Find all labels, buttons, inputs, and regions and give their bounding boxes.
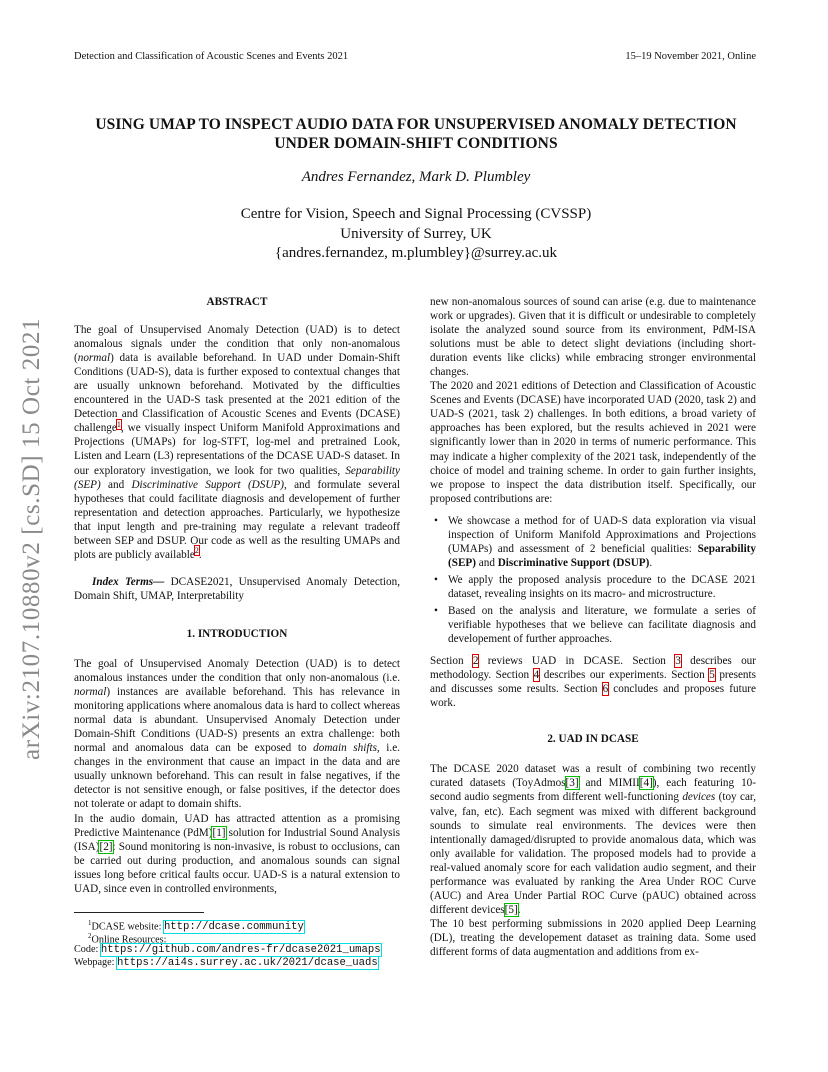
title-line-2: UNDER DOMAIN-SHIFT CONDITIONS [274,135,558,152]
list-item: • We showcase a method for of UAD-S data exploration via visual inspection of Uniform Manifold Approximations and Projections (UMAPs) and assessment of 2 beneficial qualities: Separability (SEP) and Discriminative Support (DSUP). [448,514,756,570]
citation-2[interactable]: [2] [99,840,113,853]
authors: Andres Fernandez, Mark D. Plumbley [301,169,531,185]
footnote-code: Code: https://github.com/andres-fr/dcase2021_umaps [74,944,381,956]
section-overview: Section 2 reviews UAD in DCASE. Section 3 describes our methodology. Section 4 describes our experiments. Section 5 presents and discusses some results. Section 6 concludes and proposes future work. [430,655,757,710]
intro-paragraph-2: In the audio domain, UAD has attracted attention as a promising Predictive Maintenance (PdM)[1] solution for Industrial Sound Analysis (ISA)[2]: Sound monitoring is non-invasive, is robust to occlusions, can be carried out during production, and anomalous sounds can signal issues long before critical faults occur. UAD-S is a natural extension to UAD, since even in controlled environments, [74,812,400,895]
footnote-1-link[interactable]: 1 [116,419,121,429]
citation-1[interactable]: [1] [212,826,226,839]
ref-section-6[interactable]: 6 [602,683,609,696]
citation-5[interactable]: [5] [504,903,518,916]
footnote-rule [74,912,204,913]
citation-4[interactable]: [4] [639,777,653,790]
abstract-paragraph: The goal of Unsupervised Anomaly Detection (UAD) is to detect anomalous signals under the condition that only non-anomalous (normal) data is available beforehand. In UAD under Domain-Shift Conditions (UAD-S), data is further exposed to contextual changes that are usually unknown beforehand. Motivated by the difficulties encountered in the UAD-S task presented at the 2021 edition of the Detection and Classification of Acoustic Scenes and Events (DCASE) challenge$^1$, we visually inspect Uniform Manifold Approximations and Projections (UMAPs) for log-STFT, log-mel and pretrained Look, Listen and Learn (L3) representations of the DCASE UAD-S dataset. In our exploratory investigation, we look for two qualities, Separability (SEP) and Discriminative Support (DSUP), and formulate several hypotheses that could facilitate diagnosis and developement of further representation and detection approaches. Particularly, we hypothesize that input length and pre-training may regulate a relevant tradeoff between SEP and DSUP. Our code as well as the resulting UMAPs and plots are publicly available$^2$. [74,324,400,561]
running-header-right: 15–19 November 2021, Online [625,51,756,62]
section-1-heading: 1. INTRODUCTION [186,627,288,640]
right-paragraph-2: The 2020 and 2021 editions of Detection and Classification of Acoustic Scenes and Events (DCASE) have incorporated UAD (2020, task 2) and UAD-S (2021, task 2) challenges. In both editions, a broad variety of approaches has been explored, but the results achieved in 2021 were significantly lower than in 2020 in terms of numeric performance. This may indicate a higher complexity of the 2021 task, independently of the choice of model and training scheme. In order to gain further insights, we propose to inspect the data distribution itself. Specifically, our proposed contributions are: [430,380,756,505]
affiliation-line-2: University of Surrey, UK [340,225,492,242]
list-item: • We apply the proposed analysis procedure to the DCASE 2021 dataset, revealing insights on its macro- and microstructure. [448,573,756,601]
affiliation-line-1: Centre for Vision, Speech and Signal Processing (CVSSP) [240,206,592,222]
ref-section-3[interactable]: 3 [675,655,681,668]
ref-section-5[interactable]: 5 [709,669,715,682]
paper-title [60,115,772,153]
arxiv-id: arXiv:2107.10880v2 [cs.SD] 15 Oct 2021 [18,317,45,760]
affiliation [60,205,772,264]
list-item: • Based on the analysis and literature, we formulate a series of verifiable hypotheses that we believe can facilitate diagnosis and developement of further approaches. [448,604,756,646]
footnote-webpage: Webpage: https://ai4s.surrey.ac.uk/2021/dcase_uads [74,957,378,969]
webpage-link[interactable]: https://ai4s.surrey.ac.uk/2021/dcase_uads [117,957,378,969]
ref-section-2[interactable]: 2 [472,655,479,668]
title-line-1: USING UMAP TO INSPECT AUDIO DATA FOR UNSUPERVISED ANOMALY DETECTION [95,116,737,133]
ref-section-4[interactable]: 4 [533,669,540,682]
right-paragraph-1: new non-anomalous sources of sound can arise (e.g. due to maintenance work or upgrades). Given that it is difficult or undesirable to completely isolate the analyzed sound source from its environment, PdM-ISA solutions must be able to detect slight deviations (including short-duration events like clicks) while embracing stronger environmental changes. [430,296,756,379]
contributions-list [430,514,756,646]
code-link[interactable]: https://github.com/andres-fr/dcase2021_umaps [100,944,381,956]
affiliation-emails: {andres.fernandez, m.plumbley}@surrey.ac.uk [274,245,558,261]
citation-3[interactable]: [3] [565,777,579,790]
footnote-1: $^1$DCASE website: http://dcase.community [88,919,304,934]
left-column [74,295,400,896]
dcase-website-link[interactable]: http://dcase.community [163,921,304,934]
section-2-paragraph-1: The DCASE 2020 dataset was a result of combining two recently curated datasets (ToyAdmos[3] and MIMII[4]), each featuring 10-second audio segments from different well-functioning devices (toy car, valve, fan, etc). Each segment was mixed with different background sounds to simulate real environments. The devices were then intentionally damaged/disrupted to provide anomalous data, which was only available for validation. The proposed models had to provide a real-valued anomaly score for each validation audio segment, and their performance was evaluated by ranking the Area Under ROC Curve (AUC) and Area Under Partial ROC Curve (pAUC) obtained across different devices[5]. [430,763,756,916]
intro-paragraph-1: The goal of Unsupervised Anomaly Detection (UAD) is to detect anomalous instances under the condition that only non-anomalous (i.e. normal) instances are available beforehand. This has relevance in monitoring applications where anomalous data is hard to collect whereas normal data is abundant. Unsupervised Anomaly Detection under Domain-Shift Conditions (UAD-S) presents an extra challenge: both normal and anomalous data can be exposed to domain shifts, i.e. changes in the environment that cause an impact in the data and are usually unknown beforehand. This can result in false negatives, if the detector is not sensitive enough, or false positives, if the detector does not tolerate or adapt to domain shifts. [74,657,400,811]
footnote-2: $^2$Online Resources: [88,932,167,946]
abstract-heading: ABSTRACT [206,296,268,308]
index-terms: Index Terms— DCASE2021, Unsupervised Anomaly Detection, Domain Shift, UMAP, Interpretability [74,575,400,602]
running-header-left: Detection and Classification of Acoustic Scenes and Events 2021 [74,51,349,62]
right-column [430,295,756,959]
section-2-heading: 2. UAD IN DCASE [547,733,639,746]
section-2-paragraph-2: The 10 best performing submissions in 2020 applied Deep Learning (DL), treating the developement dataset as training data. Some used different forms of data augmentation and additions from ex- [430,917,756,958]
arxiv-stamp [12,290,52,760]
footnote-2-link[interactable]: 2 [194,546,199,556]
